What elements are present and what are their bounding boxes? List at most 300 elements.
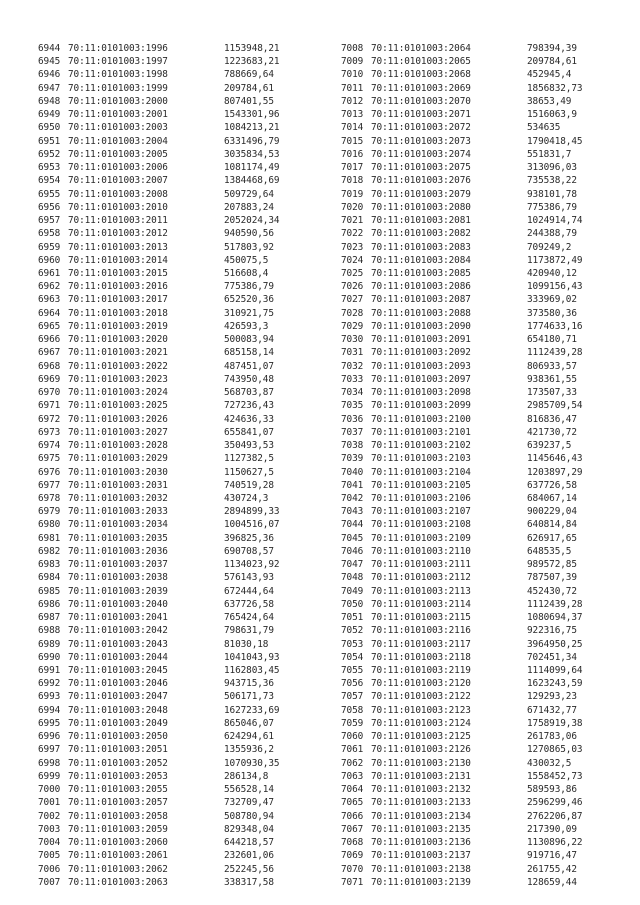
cadastral-value: 430032,5	[527, 757, 572, 769]
table-row	[341, 466, 631, 479]
table-row	[38, 320, 328, 333]
row-number: 7067	[341, 823, 364, 835]
cadastral-value: 702451,34	[527, 651, 577, 663]
cadastral-value: 1114099,64	[527, 665, 583, 677]
cadastral-number: 70:11:0101003:2061	[68, 850, 168, 862]
table-row	[341, 638, 631, 651]
row-number: 7029	[341, 320, 364, 332]
cadastral-value: 637726,58	[527, 479, 577, 491]
row-number: 7047	[341, 559, 364, 571]
row-number: 7002	[38, 810, 61, 822]
cadastral-number: 70:11:0101003:2136	[371, 837, 471, 849]
cadastral-number: 70:11:0101003:2028	[68, 440, 168, 452]
table-row	[38, 492, 328, 505]
cadastral-number: 70:11:0101003:2025	[68, 400, 168, 412]
table-row	[38, 836, 328, 849]
row-number: 6994	[38, 704, 61, 716]
row-number: 6962	[38, 281, 61, 293]
cadastral-value: 568703,87	[224, 387, 274, 399]
cadastral-value: 1758919,38	[527, 717, 583, 729]
table-row	[38, 267, 328, 280]
cadastral-value: 1099156,43	[527, 281, 583, 293]
row-number: 6946	[38, 69, 61, 81]
table-row	[341, 690, 631, 703]
cadastral-number: 70:11:0101003:2035	[68, 532, 168, 544]
table-row	[38, 95, 328, 108]
cadastral-number: 70:11:0101003:2114	[371, 598, 471, 610]
cadastral-value: 261783,06	[527, 731, 577, 743]
row-number: 7027	[341, 294, 364, 306]
table-row	[341, 452, 631, 465]
row-number: 7049	[341, 585, 364, 597]
table-row	[341, 479, 631, 492]
cadastral-number: 70:11:0101003:2133	[371, 797, 471, 809]
table-row	[341, 254, 631, 267]
cadastral-number: 70:11:0101003:2014	[68, 254, 168, 266]
cadastral-number: 70:11:0101003:2118	[371, 651, 471, 663]
cadastral-number: 70:11:0101003:2034	[68, 519, 168, 531]
cadastral-number: 70:11:0101003:2018	[68, 307, 168, 319]
cadastral-number: 70:11:0101003:2074	[371, 148, 471, 160]
cadastral-value: 1081174,49	[224, 162, 280, 174]
cadastral-number: 70:11:0101003:2086	[371, 281, 471, 293]
cadastral-value: 128659,44	[527, 876, 577, 888]
cadastral-number: 70:11:0101003:2068	[371, 69, 471, 81]
cadastral-number: 70:11:0101003:2115	[371, 612, 471, 624]
table-row	[38, 121, 328, 134]
cadastral-value: 313096,03	[527, 162, 577, 174]
cadastral-value: 426593,3	[224, 320, 269, 332]
cadastral-number: 70:11:0101003:2010	[68, 201, 168, 213]
table-row	[341, 505, 631, 518]
table-row	[341, 135, 631, 148]
cadastral-number: 70:11:0101003:2030	[68, 466, 168, 478]
cadastral-value: 516608,4	[224, 267, 269, 279]
row-number: 6987	[38, 612, 61, 624]
cadastral-value: 626917,65	[527, 532, 577, 544]
table-row	[38, 161, 328, 174]
cadastral-value: 639237,5	[527, 440, 572, 452]
table-row	[341, 333, 631, 346]
row-number: 7034	[341, 387, 364, 399]
row-number: 7048	[341, 572, 364, 584]
cadastral-value: 775386,79	[224, 281, 274, 293]
row-number: 7015	[341, 135, 364, 147]
table-row	[38, 730, 328, 743]
cadastral-value: 640814,84	[527, 519, 577, 531]
row-number: 6961	[38, 267, 61, 279]
row-number: 6968	[38, 360, 61, 372]
row-number: 7020	[341, 201, 364, 213]
cadastral-value: 1790418,45	[527, 135, 583, 147]
table-row	[341, 386, 631, 399]
cadastral-value: 2894899,33	[224, 506, 280, 518]
cadastral-value: 989572,85	[527, 559, 577, 571]
cadastral-number: 70:11:0101003:2031	[68, 479, 168, 491]
cadastral-value: 788669,64	[224, 69, 274, 81]
row-number: 7043	[341, 506, 364, 518]
cadastral-number: 70:11:0101003:2083	[371, 241, 471, 253]
cadastral-value: 1084213,21	[224, 122, 280, 134]
row-number: 6973	[38, 426, 61, 438]
cadastral-value: 648535,5	[527, 545, 572, 557]
table-row	[38, 757, 328, 770]
cadastral-value: 129293,23	[527, 691, 577, 703]
cadastral-number: 70:11:0101003:2116	[371, 625, 471, 637]
cadastral-number: 70:11:0101003:2044	[68, 651, 168, 663]
row-number: 7011	[341, 82, 364, 94]
table-row	[38, 68, 328, 81]
cadastral-number: 70:11:0101003:2080	[371, 201, 471, 213]
row-number: 7050	[341, 598, 364, 610]
table-row	[341, 518, 631, 531]
table-row	[341, 360, 631, 373]
cadastral-value: 637726,58	[224, 598, 274, 610]
cadastral-number: 70:11:0101003:2112	[371, 572, 471, 584]
row-number: 7003	[38, 823, 61, 835]
cadastral-value: 38653,49	[527, 95, 572, 107]
cadastral-value: 829348,04	[224, 823, 274, 835]
row-number: 7041	[341, 479, 364, 491]
table-row	[341, 849, 631, 862]
cadastral-number: 70:11:0101003:2005	[68, 148, 168, 160]
table-row	[341, 201, 631, 214]
row-number: 6949	[38, 109, 61, 121]
row-number: 7064	[341, 784, 364, 796]
cadastral-number: 70:11:0101003:2079	[371, 188, 471, 200]
cadastral-value: 1130896,22	[527, 837, 583, 849]
cadastral-value: 727236,43	[224, 400, 274, 412]
row-number: 7059	[341, 717, 364, 729]
cadastral-value: 943715,36	[224, 678, 274, 690]
cadastral-number: 70:11:0101003:2082	[371, 228, 471, 240]
cadastral-number: 70:11:0101003:1998	[68, 69, 168, 81]
table-row	[341, 730, 631, 743]
cadastral-number: 70:11:0101003:2122	[371, 691, 471, 703]
table-row	[38, 664, 328, 677]
row-number: 7046	[341, 545, 364, 557]
table-row	[341, 320, 631, 333]
cadastral-number: 70:11:0101003:2072	[371, 122, 471, 134]
cadastral-number: 70:11:0101003:1999	[68, 82, 168, 94]
table-row	[38, 849, 328, 862]
table-row	[341, 717, 631, 730]
row-number: 7007	[38, 876, 61, 888]
cadastral-value: 589593,86	[527, 784, 577, 796]
cadastral-number: 70:11:0101003:2036	[68, 545, 168, 557]
row-number: 7054	[341, 651, 364, 663]
cadastral-number: 70:11:0101003:2130	[371, 757, 471, 769]
cadastral-value: 430724,3	[224, 492, 269, 504]
row-number: 6966	[38, 334, 61, 346]
cadastral-number: 70:11:0101003:2059	[68, 823, 168, 835]
cadastral-value: 286134,8	[224, 770, 269, 782]
cadastral-value: 685158,14	[224, 347, 274, 359]
row-number: 7028	[341, 307, 364, 319]
cadastral-number: 70:11:0101003:2071	[371, 109, 471, 121]
cadastral-number: 70:11:0101003:2088	[371, 307, 471, 319]
table-row	[341, 810, 631, 823]
cadastral-value: 900229,04	[527, 506, 577, 518]
table-row	[341, 876, 631, 889]
row-number: 6959	[38, 241, 61, 253]
cadastral-value: 534635	[527, 122, 561, 134]
table-row	[341, 757, 631, 770]
table-row	[38, 108, 328, 121]
cadastral-number: 70:11:0101003:2016	[68, 281, 168, 293]
table-row	[341, 783, 631, 796]
cadastral-number: 70:11:0101003:2039	[68, 585, 168, 597]
cadastral-number: 70:11:0101003:2126	[371, 744, 471, 756]
cadastral-value: 3964950,25	[527, 638, 583, 650]
table-row	[38, 518, 328, 531]
cadastral-number: 70:11:0101003:2065	[371, 56, 471, 68]
row-number: 6952	[38, 148, 61, 160]
cadastral-number: 70:11:0101003:2017	[68, 294, 168, 306]
cadastral-number: 70:11:0101003:2104	[371, 466, 471, 478]
cadastral-number: 70:11:0101003:2037	[68, 559, 168, 571]
table-row	[38, 479, 328, 492]
row-number: 7018	[341, 175, 364, 187]
table-row	[341, 836, 631, 849]
cadastral-number: 70:11:0101003:2058	[68, 810, 168, 822]
row-number: 7055	[341, 665, 364, 677]
row-number: 6971	[38, 400, 61, 412]
table-row	[341, 545, 631, 558]
cadastral-number: 70:11:0101003:2027	[68, 426, 168, 438]
table-row	[341, 492, 631, 505]
row-number: 7017	[341, 162, 364, 174]
row-number: 6955	[38, 188, 61, 200]
right-column	[341, 42, 631, 889]
table-row	[341, 558, 631, 571]
table-row	[38, 466, 328, 479]
row-number: 6996	[38, 731, 61, 743]
cadastral-value: 452430,72	[527, 585, 577, 597]
table-row	[341, 373, 631, 386]
cadastral-number: 70:11:0101003:2076	[371, 175, 471, 187]
cadastral-number: 70:11:0101003:2003	[68, 122, 168, 134]
table-row	[38, 598, 328, 611]
cadastral-number: 70:11:0101003:2023	[68, 373, 168, 385]
cadastral-value: 424636,33	[224, 413, 274, 425]
cadastral-value: 1145646,43	[527, 453, 583, 465]
cadastral-number: 70:11:0101003:2075	[371, 162, 471, 174]
row-number: 7023	[341, 241, 364, 253]
row-number: 7019	[341, 188, 364, 200]
cadastral-value: 1080694,37	[527, 612, 583, 624]
table-row	[341, 704, 631, 717]
table-row	[38, 545, 328, 558]
row-number: 6950	[38, 122, 61, 134]
cadastral-value: 735538,22	[527, 175, 577, 187]
cadastral-number: 70:11:0101003:2022	[68, 360, 168, 372]
cadastral-value: 798394,39	[527, 43, 577, 54]
table-row	[38, 690, 328, 703]
cadastral-number: 70:11:0101003:2020	[68, 334, 168, 346]
row-number: 6954	[38, 175, 61, 187]
cadastral-value: 684067,14	[527, 492, 577, 504]
table-row	[341, 280, 631, 293]
cadastral-number: 70:11:0101003:2033	[68, 506, 168, 518]
cadastral-value: 1774633,16	[527, 320, 583, 332]
cadastral-number: 70:11:0101003:2073	[371, 135, 471, 147]
cadastral-number: 70:11:0101003:1997	[68, 56, 168, 68]
cadastral-value: 2052024,34	[224, 215, 280, 227]
row-number: 7044	[341, 519, 364, 531]
table-row	[341, 241, 631, 254]
row-number: 6970	[38, 387, 61, 399]
row-number: 7030	[341, 334, 364, 346]
row-number: 7004	[38, 837, 61, 849]
cadastral-number: 70:11:0101003:2102	[371, 440, 471, 452]
table-row	[341, 293, 631, 306]
cadastral-value: 671432,77	[527, 704, 577, 716]
table-row	[38, 876, 328, 889]
row-number: 6960	[38, 254, 61, 266]
cadastral-value: 1223683,21	[224, 56, 280, 68]
table-row	[38, 214, 328, 227]
table-row	[341, 585, 631, 598]
table-row	[38, 638, 328, 651]
cadastral-number: 70:11:0101003:2110	[371, 545, 471, 557]
cadastral-number: 70:11:0101003:2051	[68, 744, 168, 756]
row-number: 7026	[341, 281, 364, 293]
table-row	[38, 796, 328, 809]
cadastral-number: 70:11:0101003:2087	[371, 294, 471, 306]
cadastral-value: 1627233,69	[224, 704, 280, 716]
cadastral-value: 1112439,28	[527, 347, 583, 359]
table-row	[38, 135, 328, 148]
cadastral-number: 70:11:0101003:2057	[68, 797, 168, 809]
table-row	[341, 121, 631, 134]
cadastral-number: 70:11:0101003:2093	[371, 360, 471, 372]
row-number: 6945	[38, 56, 61, 68]
cadastral-number: 70:11:0101003:2004	[68, 135, 168, 147]
table-row	[38, 810, 328, 823]
row-number: 6995	[38, 717, 61, 729]
table-row	[38, 360, 328, 373]
row-number: 7039	[341, 453, 364, 465]
row-number: 7022	[341, 228, 364, 240]
cadastral-value: 1112439,28	[527, 598, 583, 610]
table-row	[341, 267, 631, 280]
cadastral-value: 209784,61	[224, 82, 274, 94]
cadastral-value: 806933,57	[527, 360, 577, 372]
row-number: 7008	[341, 43, 364, 54]
cadastral-value: 517803,92	[224, 241, 274, 253]
cadastral-value: 655841,07	[224, 426, 274, 438]
table-row	[341, 624, 631, 637]
row-number: 7069	[341, 850, 364, 862]
cadastral-number: 70:11:0101003:2103	[371, 453, 471, 465]
cadastral-number: 70:11:0101003:2097	[371, 373, 471, 385]
cadastral-number: 70:11:0101003:2137	[371, 850, 471, 862]
cadastral-value: 1070930,35	[224, 757, 280, 769]
row-number: 6947	[38, 82, 61, 94]
table-row	[341, 770, 631, 783]
table-row	[38, 227, 328, 240]
row-number: 7052	[341, 625, 364, 637]
cadastral-number: 70:11:0101003:2013	[68, 241, 168, 253]
cadastral-number: 70:11:0101003:2107	[371, 506, 471, 518]
row-number: 6977	[38, 479, 61, 491]
cadastral-number: 70:11:0101003:2024	[68, 387, 168, 399]
cadastral-number: 70:11:0101003:2064	[371, 43, 471, 54]
cadastral-number: 70:11:0101003:2113	[371, 585, 471, 597]
table-row	[341, 439, 631, 452]
cadastral-value: 938101,78	[527, 188, 577, 200]
cadastral-value: 732709,47	[224, 797, 274, 809]
cadastral-number: 70:11:0101003:2106	[371, 492, 471, 504]
table-row	[38, 823, 328, 836]
table-row	[38, 307, 328, 320]
cadastral-number: 70:11:0101003:2011	[68, 215, 168, 227]
row-number: 6992	[38, 678, 61, 690]
row-number: 6975	[38, 453, 61, 465]
table-row	[38, 624, 328, 637]
row-number: 6964	[38, 307, 61, 319]
cadastral-number: 70:11:0101003:2048	[68, 704, 168, 716]
row-number: 6981	[38, 532, 61, 544]
table-row	[38, 743, 328, 756]
table-row	[341, 571, 631, 584]
cadastral-value: 81030,18	[224, 638, 269, 650]
cadastral-value: 1024914,74	[527, 215, 583, 227]
cadastral-value: 1203897,29	[527, 466, 583, 478]
cadastral-number: 70:11:0101003:2135	[371, 823, 471, 835]
cadastral-value: 654180,71	[527, 334, 577, 346]
table-row	[341, 227, 631, 240]
cadastral-value: 816836,47	[527, 413, 577, 425]
table-row	[38, 677, 328, 690]
cadastral-value: 252245,56	[224, 863, 274, 875]
cadastral-value: 1162803,45	[224, 665, 280, 677]
cadastral-value: 509729,64	[224, 188, 274, 200]
table-row	[341, 399, 631, 412]
cadastral-number: 70:11:0101003:2040	[68, 598, 168, 610]
cadastral-value: 787507,39	[527, 572, 577, 584]
cadastral-value: 173507,33	[527, 387, 577, 399]
table-row	[38, 373, 328, 386]
cadastral-value: 1127382,5	[224, 453, 274, 465]
cadastral-number: 70:11:0101003:2131	[371, 770, 471, 782]
cadastral-value: 421730,72	[527, 426, 577, 438]
table-row	[341, 68, 631, 81]
row-number: 7062	[341, 757, 364, 769]
table-row	[38, 241, 328, 254]
table-row	[341, 651, 631, 664]
cadastral-value: 338317,58	[224, 876, 274, 888]
cadastral-number: 70:11:0101003:2015	[68, 267, 168, 279]
table-row	[38, 280, 328, 293]
cadastral-number: 70:11:0101003:2108	[371, 519, 471, 531]
cadastral-number: 70:11:0101003:2132	[371, 784, 471, 796]
cadastral-number: 70:11:0101003:2111	[371, 559, 471, 571]
cadastral-number: 70:11:0101003:2063	[68, 876, 168, 888]
cadastral-value: 2762206,87	[527, 810, 583, 822]
cadastral-number: 70:11:0101003:2047	[68, 691, 168, 703]
row-number: 7036	[341, 413, 364, 425]
table-row	[341, 42, 631, 55]
cadastral-number: 70:11:0101003:2124	[371, 717, 471, 729]
table-row	[38, 717, 328, 730]
table-row	[38, 174, 328, 187]
cadastral-value: 506171,73	[224, 691, 274, 703]
row-number: 6958	[38, 228, 61, 240]
table-row	[341, 677, 631, 690]
row-number: 6953	[38, 162, 61, 174]
